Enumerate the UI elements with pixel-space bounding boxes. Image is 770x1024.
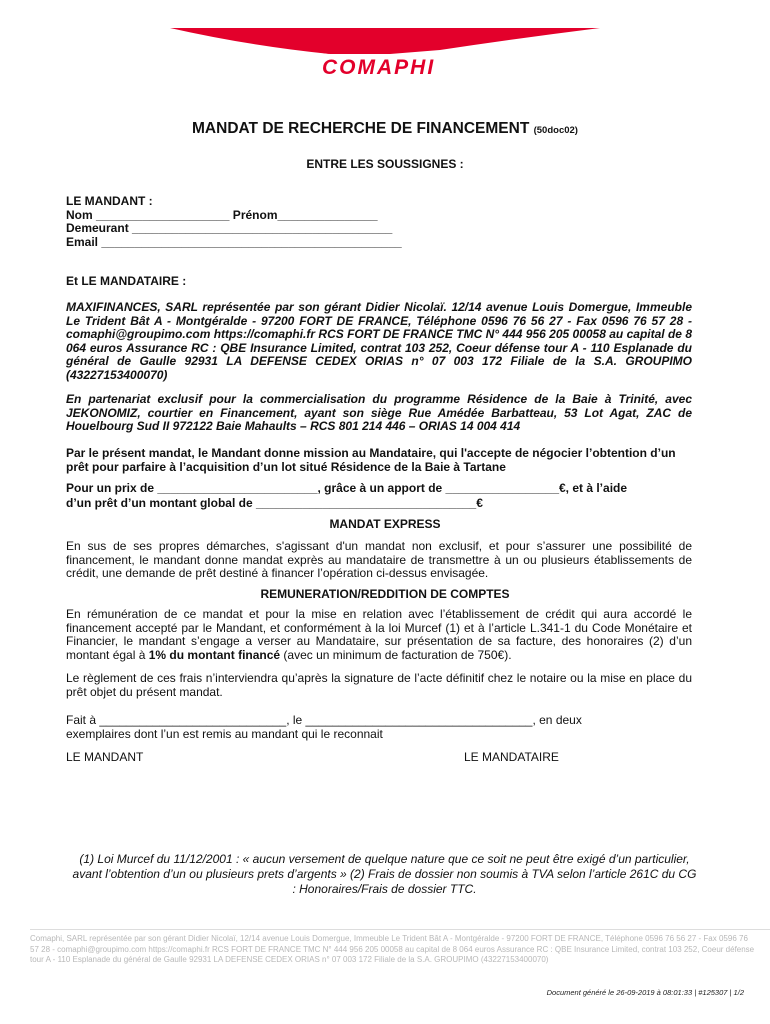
express-heading: MANDAT EXPRESS	[329, 517, 441, 531]
mission-text: Par le présent mandat, le Mandant donne mission au Mandataire, qui l'accepte de négocier l’obtention d’un prêt pour parfaire à l’acquisition d’un lot situé Résidence de la Baie à Tartane	[66, 446, 676, 474]
between-heading: ENTRE LES SOUSSIGNES :	[306, 157, 464, 171]
logo-text: COMAPHI	[322, 56, 436, 79]
signature-place	[66, 713, 692, 741]
fait-line-1: Fait à ____________________________, le __________________________________, en deux	[66, 713, 582, 727]
comaphi-logo	[0, 0, 770, 85]
title-main: MANDAT DE RECHERCHE DE FINANCEMENT	[192, 120, 530, 137]
remuneration-text	[66, 608, 692, 662]
price-line-2: d’un prêt d’un montant global de _________________________________€	[66, 496, 483, 510]
nom-field: Nom ____________________ Prénom_______________	[66, 207, 378, 222]
remuneration-text-after: (avec un minimum de facturation de 750€).	[280, 647, 512, 662]
footer-divider	[30, 929, 770, 930]
email-field: Email _____________________________________________	[66, 234, 402, 249]
demeurant-field: Demeurant _______________________________________	[66, 221, 393, 235]
remuneration-text-before: En rémunération de ce mandat et pour la mise en relation avec l’établissement de crédit qui aura accordé le financement accepté par le Mandant, et conformément à la loi Murcef (1) et à l’article L.341-1 du Code Monétaire et Financier, le mandant s’engage a verser au Mandataire, sur présentation de sa facture, des honoraires (2) d’un montant égal à	[66, 607, 692, 662]
price-block	[66, 481, 692, 511]
footer-legal: Comaphi, SARL représentée par son gérant Didier Nicolaï, 12/14 avenue Louis Domergue, Immeuble Le Trident Bât A - Montgéralde - 97200 FORT DE FRANCE, Téléphone 0596 76 56 27 - Fax 0596 76 57 28 - comaphi@groupimo.com https://comaphi.fr RCS FORT DE FRANCE TMC N° 444 956 205 00058 au capital de 8 064 euros Assurance RC : QBE Insurance Limited, contrat 103 252, Coeur défense tour A - 110 Esplanade du général de Gaulle 92931 LA DEFENSE CEDEX ORIAS n° 07 003 172 Filiale de la S.A. GROUPIMO (43227153400070)	[30, 934, 755, 964]
mandataire-heading: Et LE MANDATAIRE :	[66, 274, 187, 288]
title-code: (50doc02)	[533, 125, 578, 136]
mandant-block	[66, 195, 692, 249]
remuneration-text-bold: 1% du montant financé	[148, 647, 281, 662]
fait-line-2: exemplaires dont l’un est remis au mandant qui le reconnait	[66, 727, 383, 741]
remuneration-heading: REMUNERATION/REDDITION DE COMPTES	[260, 587, 510, 601]
footnote: (1) Loi Murcef du 11/12/2001 : « aucun versement de quelque nature que ce soit ne peut être exigé d’un particulier, avant l’obtention d’un ou plusieurs prets d’argents » (2) Frais de dossier non soumis à TVA selon l’article 261C du CG : Honoraires/Frais de dossier TTC.	[72, 852, 697, 896]
settlement-text: Le règlement de ces frais n’interviendra qu’après la signature de l’acte définitif chez le notaire ou la mise en place du prêt objet du présent mandat.	[66, 671, 692, 699]
mandataire-company: MAXIFINANCES, SARL représentée par son gérant Didier Nicolaï. 12/14 avenue Louis Domergue, Immeuble Le Trident Bât A - Montgéralde - 97200 FORT DE FRANCE, Téléphone 0596 76 56 27 - Fax 0596 76 57 28 - comaphi@groupimo.com https://comaphi.fr RCS FORT DE FRANCE TMC N° 444 956 205 00058 au capital de 8 064 euros Assurance RC : QBE Insurance Limited, contrat 103 252, Coeur défense tour A - 110 Esplanade du général de Gaulle 92931 LA DEFENSE CEDEX ORIAS n° 07 003 172 Filiale de la S.A. GROUPIMO (43227153400070)	[66, 300, 692, 382]
partnership-text: En partenariat exclusif pour la commercialisation du programme Résidence de la Baie à Trinité, avec JEKONOMIZ, courtier en Financement, ayant son siège Rue Amédée Barbatteau, 53 Lot Agat, ZAC de Houelbourg Sud II 972122 Baie Mahaults – RCS 801 214 446 – ORIAS 14 004 414	[66, 392, 692, 434]
mandant-heading: LE MANDANT :	[66, 194, 153, 208]
mandataire-signature-label: LE MANDATAIRE	[464, 750, 559, 764]
mandant-signature-label: LE MANDANT	[66, 750, 144, 764]
price-line-1: Pour un prix de ________________________, grâce à un apport de _________________€, et à l’aide	[66, 481, 628, 495]
generated-stamp: Document généré le 26-09-2019 à 08:01:33 | #125307 | 1/2	[546, 988, 744, 997]
express-text: En sus de ses propres démarches, s'agissant d'un mandat non exclusif, et pour s’assurer une possibilité de financement, le mandant donne mandat exprès au mandataire de transmettre à un ou plusieurs établissements de crédit, une demande de prêt destiné à financer l’opération ci-dessus envisagée.	[66, 539, 692, 580]
page-title	[0, 120, 770, 138]
